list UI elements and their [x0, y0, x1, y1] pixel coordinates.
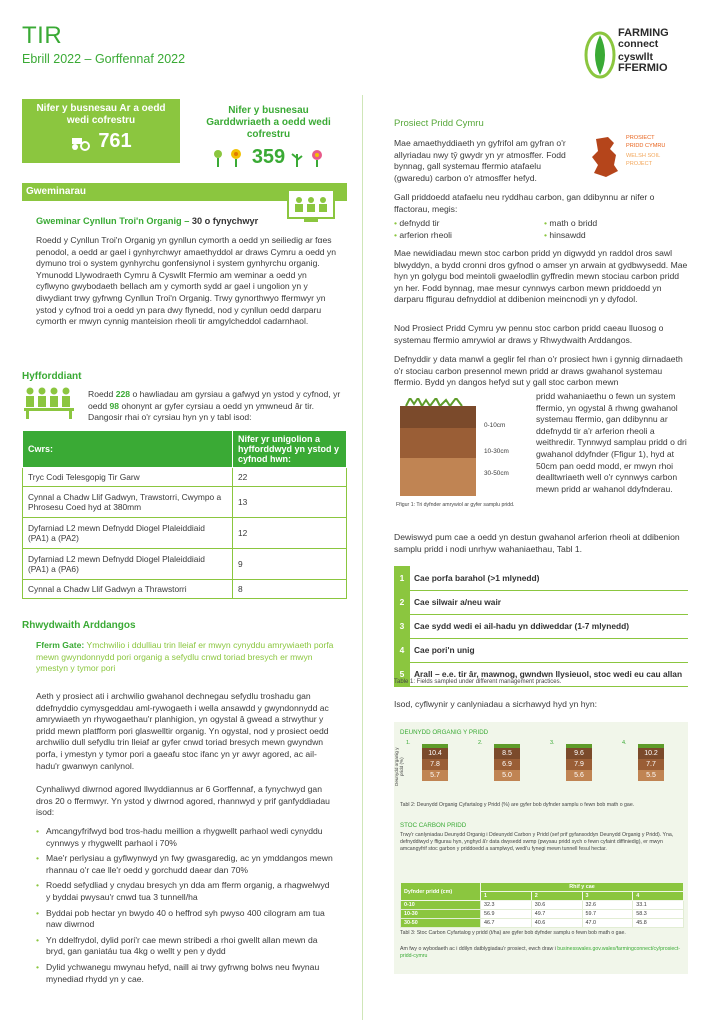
- om-bar-segment: 7.8: [422, 759, 448, 770]
- soil-para-2: Gall priddoedd atafaelu neu ryddhau carbon, gan ddibynnu ar nifer o ffactorau, megis:: [394, 192, 655, 214]
- list-item: • Yn ddelfrydol, dylid pori'r cae mewn stribedi a rhoi gwellt allan mewn da bryd, gan ganiatáu tua 4kg o wellt y pen y dydd: [36, 935, 336, 958]
- om-field-group: [476, 740, 536, 798]
- farming-connect-logo: [584, 27, 706, 83]
- table-row: [23, 518, 347, 549]
- fferm-gate-text: Ymchwilio i ddulliau trin lleiaf er mwyn cynyddu amrywiaeth porfa mewn gwyndonnydd pori organig a sefydlu cnwd toriad bresych er mwyn ymestyn y tymor pori: [36, 640, 334, 674]
- more-info-link[interactable]: businesswales.gov.wales/farmingconnect/cy/prosiect-pridd-cymru: [400, 946, 681, 959]
- om-bar-segment: 9.6: [566, 748, 592, 759]
- depth-label: 0-10cm: [484, 422, 506, 429]
- training-intro: [88, 389, 346, 424]
- soil-para-7: Isod, cyflwynir y canlyniadau a sicrhawyd hyd yn hyn:: [394, 699, 598, 709]
- soil-logo-line-3: WELSH SOIL: [626, 153, 661, 159]
- field-number: 2: [394, 590, 410, 614]
- horticulture-business-label: Nifer y busnesau Garddwriaeth a oedd wedi cofrestru: [206, 105, 331, 140]
- soil-para-3: Mae newidiadau mewn stoc carbon pridd yn digwydd yn raddol dros sawl blwyddyn, a bydd cronni dros gyfnod o amser yn arwain at gydbwysedd. Mae hyn yn golygu bod meintoli gwaelodlin gyffredin mewn stociau carbon pridd yn her. Fodd bynnag, mae mesur cynnwys carbon mewn priddoedd yn darparu ffigurau defnyddiol at ddibenion meincnodi yn y dyfodol.: [394, 248, 688, 305]
- carbon-cell: 32.3: [481, 901, 532, 910]
- organic-matter-chart: [404, 740, 688, 798]
- logo-line-1: FARMING: [618, 27, 669, 39]
- soil-para-5a: Defnyddir y data manwl a geglir fel rhan o'r prosiect hwn i gynnig dirnadaeth o'r stociau carbon presennol mewn pridd ar draws gwahanol systemau ffermio. Bydd yn dangos hefyd sut y gall stoc carbon mewn: [394, 354, 683, 388]
- soil-para-5b: pridd wahaniaethu o fewn un system ffermio, yn ogystal â rhwng gwahanol systemau ffermio, gan ddibynnu ar ddefnydd tir a'r arferion rheoli a weithredir. Tynnwyd samplau pridd o dri gwahanol ddyfnder (Ffigur 1), hyd at 50cm pan oedd modd, er mwyn rhoi dealltwriaeth well o'r cynnwys carbon mewn pridd ar wahanol ddyfnderau.: [536, 391, 687, 494]
- factor-item: • hinsawdd: [544, 230, 586, 240]
- applications-count: 228: [115, 389, 131, 399]
- om-bar-segment: 5.5: [638, 770, 664, 781]
- om-field-group: [620, 740, 680, 798]
- field-type: Cae sydd wedi ei ail-hadu yn ddiweddar (1-7 mlynedd): [410, 614, 688, 638]
- factor-item: • math o bridd: [544, 218, 598, 228]
- field-number: 5: [394, 662, 410, 686]
- field-col-header: 1: [481, 892, 532, 901]
- more-info-text: Am fwy o wybodaeth ac i ddilyn datblygiadau'r prosiect, ewch draw i: [400, 946, 556, 952]
- farm-business-count: 761: [98, 130, 132, 152]
- field-number: 1: [394, 566, 410, 590]
- soil-profile-image: [396, 398, 478, 498]
- om-bar-segment: 7.9: [566, 759, 592, 770]
- om-field-group: [548, 740, 608, 798]
- soil-para-6: Dewiswyd pum cae a oedd yn destun gwahanol arferion rheoli at ddibenion samplu pridd i nodi unrhyw wahaniaethau, Tabl 1.: [394, 532, 680, 554]
- field-number: 3: [394, 614, 410, 638]
- carbon-cell: 40.6: [531, 919, 582, 928]
- field-col-header: 2: [531, 892, 582, 901]
- carbon-cell: 58.3: [633, 910, 684, 919]
- training-intro-c: ohonynt ar gyfer cyrsiau a oedd yn ymwneud âr tir. Dangosir rhai o'r cyrsiau hyn yn y tabl isod:: [88, 400, 314, 423]
- training-intro-a: Roedd: [88, 389, 114, 399]
- table-row: [23, 549, 347, 580]
- welsh-soil-project-logo: [588, 133, 688, 181]
- date-range: Ebrill 2022 – Gorffennaf 2022: [22, 52, 186, 66]
- table-row: [394, 614, 688, 638]
- webinar-body: Roedd y Cynllun Troi'n Organig yn gynllun cymorth a oedd yn seiliedig ar fαes penodol, a oedd ar gael i gynhyrchwyr amaethyddol ar draws Cymru a oedd yn dymuno troi o system gynhyrchu gonfensiynol i system gynhyrchu organig. Ymunodd Llywodraeth Cymru â Cyswllt Ffermio am weminar a oedd yn cyflwyno gwybodaeth bellach am y cymorth sydd ar gael i ungolion yn y diwydiant trwy gyfrwng Cynllun Troi'n Organig. Trwy gynorthwyo ffermwyr yn ystod y cyfnod troi a oedd yn para dwy flynedd, nod y cynllun oedd darparu cymorth er mwyn cynnig manteision rheoli tir amgylcheddol cadarnhaol.: [36, 235, 336, 327]
- webinar-attendance: 30 o fynychwyr: [191, 216, 259, 226]
- table-row: [394, 590, 688, 614]
- table-row: [394, 566, 688, 590]
- course-name: Cynnal a Chadw Llif Gadwyn, Trawstorri, Cwympo a Phrosesu Coed hyd at 380mm: [23, 487, 233, 518]
- course-count: 8: [233, 580, 347, 599]
- table-row: [394, 638, 688, 662]
- depth-cell: 30-50: [401, 919, 481, 928]
- om-bar-segment: 10.4: [422, 748, 448, 759]
- field-col-header: 3: [582, 892, 633, 901]
- carbon-cell: 56.9: [481, 910, 532, 919]
- om-bar-segment: 5.6: [566, 770, 592, 781]
- fields-table: [394, 566, 688, 687]
- carbon-cell: 30.6: [531, 901, 582, 910]
- om-bar-segment: 5.7: [422, 770, 448, 781]
- table-2-caption: Tabl 2: Deunydd Organig Cyfartalog y Pridd (%) are gyfer bob dyfnder samplu o fewn bob math o gae.: [400, 802, 635, 808]
- om-field-label: 3.: [550, 740, 555, 746]
- om-bar-segment: 6.9: [494, 759, 520, 770]
- more-info: [400, 946, 684, 960]
- list-item: • Roedd sefydliad y cnydau bresych yn dda am fferm organig, a rhagwelwyd y byddai pwysau'r cnwd tua 3 tunnell/ha: [36, 880, 336, 903]
- soil-depth-figure: [396, 398, 520, 500]
- webinars-heading: Gweminarau: [22, 183, 347, 201]
- horticulture-business-count: 359: [251, 146, 286, 168]
- depth-label: 30-50cm: [484, 470, 509, 477]
- field-type: Cae pori'n unig: [410, 638, 688, 662]
- organic-matter-title: DEUNYDD ORGANIG Y PRIDD: [400, 729, 489, 736]
- table-row: [23, 468, 347, 487]
- flowers-icon: [210, 148, 248, 168]
- table-row: [401, 910, 684, 919]
- findings-list: [36, 826, 336, 989]
- om-field-label: 2.: [478, 740, 483, 746]
- field-type: Cae silwair a/neu wair: [410, 590, 688, 614]
- field-type: Arall – e.e. tir âr, mawnog, gwndwn llysieuol, stoc wedi eu cau allan: [410, 662, 688, 686]
- fferm-gate-label: Fferm Gate:: [36, 640, 85, 650]
- course-count: 22: [233, 468, 347, 487]
- soil-para-4: Nod Prosiect Pridd Cymru yw pennu stoc carbon pridd caeau lluosog o systemau ffermio amrywiol ar draws y Rhwydwaith Arddangos.: [394, 323, 664, 345]
- field-type: Cae porfa barahol (>1 mlynedd): [410, 566, 688, 590]
- course-name: Cynnal a Chadw Llif Gadwyn a Thrawstorri: [23, 580, 233, 599]
- table-row: [23, 487, 347, 518]
- table-3-caption: Tabl 3: Stoc Carbon Cyfartalog y pridd (t/ha) are gyfer bob dyfnder samplu o fewn bob math o gae.: [400, 930, 626, 936]
- om-bar-segment: 5.0: [494, 770, 520, 781]
- om-field-label: 1.: [406, 740, 411, 746]
- carbon-cell: 46.7: [481, 919, 532, 928]
- soil-logo-line-2: PRIDD CYMRU: [626, 143, 666, 149]
- column-divider: [362, 95, 363, 1020]
- field-number: 4: [394, 638, 410, 662]
- organic-matter-axis-label: Deunydd organig y pridd (%): [394, 747, 404, 787]
- network-heading: Rhwydwaith Arddangos: [22, 620, 136, 631]
- list-item: • Byddai pob hectar yn bwydo 40 o heffrod syh pwyso 400 cilogram am tua naw diwrnod: [36, 908, 336, 931]
- carbon-cell: 45.8: [633, 919, 684, 928]
- network-para-2: Cynhaliwyd diwrnod agored llwyddiannus ar 6 Gorffennaf, a fynychwyd gan dros 20 o ffermwyr. Yn ystod y diwrnod agored, rhannwyd y prif ganfyddiadau isod:: [36, 784, 330, 818]
- network-para-1: Aeth y prosiect ati i archwilio gwahanol dechnegau sefydlu troshadu gan ddefnyddio cymysgeddau aml-rywogaeth i wella ansawdd y gwyndonnydd ac amrywiaeth yn rhywogaethau'r planhigion, yn ogystal â gwead a strwythur y pridd mewn platfform pori glaswelltir organig. Yn ogystal, nod y prosiect oedd archwilio dull sefydlu trin lleiaf ar gyfer cnwd toriad bresych mewn gwyndwn porfa, i ymestyn y tymor pori a gaeafu stoc ifanc yn yr awyr agored, ac ail-hadu'r gwanwyn canlynol.: [36, 691, 329, 771]
- table-row: [401, 901, 684, 910]
- course-name: Tryc Codi Telesgopig Tir Garw: [23, 468, 233, 487]
- field-col-header: 4: [633, 892, 684, 901]
- table-row: [23, 580, 347, 599]
- field-number-header: Rhif y cae: [481, 883, 684, 892]
- count-header: Nifer yr unigolion a hyfforddwyd yn ystod y cyfnod hwn:: [233, 431, 347, 468]
- page-title: TIR: [22, 22, 63, 49]
- om-bar-segment: 7.7: [638, 759, 664, 770]
- training-table: [22, 430, 347, 599]
- factor-item: • defnydd tir: [394, 218, 440, 228]
- tractor-icon: [70, 133, 92, 151]
- training-intro-b: o hawliadau am gyrsiau a gafwyd yn ystod y cyfnod, yr oedd: [88, 389, 341, 411]
- carbon-cell: 32.6: [582, 901, 633, 910]
- carbon-cell: 59.7: [582, 910, 633, 919]
- om-field-group: [404, 740, 464, 798]
- om-bar-segment: 10.2: [638, 748, 664, 759]
- carbon-stock-text: Trwy'r canlyniadau Deunydd Organig i Ddeunydd Carbon y Pridd (sef prif gyfansoddyn Deunydd Organig y Pridd). Yna, defnyddiwyd y ffigurau hyn, ynghyd â'r data dwysedd swmp (pwysau pridd sych o fewn cyfaint diffiniedig), er mwyn amcangyfrif stoc garbon y priddoedd a samplwyd, wedi'u fynegi mewn tunnell fesul hectar.: [400, 832, 674, 852]
- webinar-title: Gweminar Cynllun Troi'n Organig: [36, 216, 182, 226]
- logo-line-3: cyswllt: [618, 51, 654, 63]
- om-field-label: 4.: [622, 740, 627, 746]
- list-item: • Amcangyfrifwyd bod tros-hadu meillion a rhygwellt parhaol wedi cynyddu cynnwys y rhygwellt parhaol i 70%: [36, 826, 336, 849]
- farm-business-label: Nifer y busnesau Ar a oedd wedi cofrestru: [36, 103, 166, 126]
- depth-cell: 0-10: [401, 901, 481, 910]
- list-item: • Mae'r perlysiau a gyflwynwyd yn fwy gwasgaredig, ac yn ymddangos mewn rhannau o'r cae lle'r oedd y gorchudd daear dan 70%: [36, 853, 336, 876]
- soil-project-title: Prosiect Pridd Cymru: [394, 118, 484, 129]
- om-bar-segment: 8.5: [494, 748, 520, 759]
- logo-line-4: FFERMIO: [618, 62, 668, 74]
- course-name: Dyfarniad L2 mewn Defnydd Diogel Plaleiddiaid (PA1) a (PA6): [23, 549, 233, 580]
- depth-label: 10-30cm: [484, 448, 509, 455]
- carbon-cell: 33.1: [633, 901, 684, 910]
- fferm-gate-intro: [36, 640, 336, 675]
- course-count: 9: [233, 549, 347, 580]
- table-row: [401, 919, 684, 928]
- training-heading: Hyfforddiant: [22, 371, 82, 382]
- factor-item: • arferion rheoli: [394, 230, 452, 240]
- carbon-cell: 47.0: [582, 919, 633, 928]
- logo-line-2: connect: [618, 38, 659, 50]
- figure-1-caption: Ffigur 1: Tri dyfnder amrywiol ar gyfer samplu pridd.: [396, 502, 515, 508]
- soil-logo-line-1: PROSIECT: [626, 135, 655, 141]
- course-count: 13: [233, 487, 347, 518]
- webinar-subtitle: Gweminar Cynllun Troi'n Organig – 30 o fynychwyr: [36, 216, 259, 226]
- carbon-cell: 49.7: [531, 910, 582, 919]
- soil-logo-line-4: PROJECT: [626, 161, 653, 167]
- horticulture-business-stat: [190, 101, 347, 168]
- attended-count: 98: [109, 400, 120, 411]
- carbon-stock-title: STOC CARBON PRIDD: [400, 822, 467, 829]
- leaf-logo-icon: [584, 29, 616, 81]
- plants-icon: [289, 148, 327, 168]
- course-name: Dyfarniad L2 mewn Defnydd Diogel Plaleiddiaid (PA1) a (PA2): [23, 518, 233, 549]
- wales-map-icon: [588, 135, 622, 179]
- trainees-icon: [22, 386, 76, 420]
- course-count: 12: [233, 518, 347, 549]
- table-1-caption: Table 1: Fields sampled under different management practices.: [394, 679, 562, 685]
- depth-cell: 10-30: [401, 910, 481, 919]
- webinar-screen-icon: [286, 188, 336, 224]
- carbon-stock-table: [400, 882, 684, 928]
- list-item: • Dylid ychwanegu mwynau hefyd, naill ai trwy gyfrwng bolws neu fwynau mynediad rhydd yn y cae.: [36, 962, 336, 985]
- depth-header: Dyfnder pridd (cm): [401, 883, 481, 901]
- course-header: Cwrs:: [23, 431, 233, 468]
- farm-business-stat: [22, 99, 180, 163]
- soil-para-1: Mae amaethyddiaeth yn gyfrifol am gyfran o'r allyriadau nwy tŷ gwydr yn yr atmosffer. Fodd bynnag, gall systemau ffermio atafaelu (gwaredu) carbon o'r atmosffer hefyd.: [394, 138, 566, 183]
